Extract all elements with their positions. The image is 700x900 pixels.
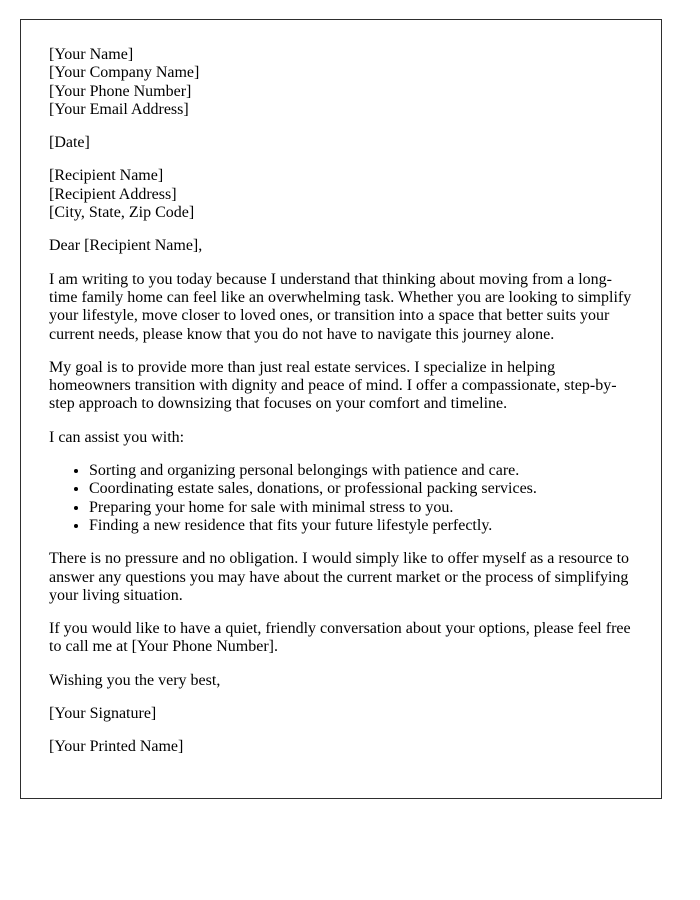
list-item-sorting: • Sorting and organizing personal belongings with patience and care.: [89, 462, 635, 480]
paragraph-intro: I am writing to you today because I understand that thinking about moving from a long-time family home can feel like an overwhelming task. Whether you are looking to simplify your lifestyle, move closer to loved ones, or transition into a space that better suits your current needs, please know that you do not have to navigate this journey alone.: [49, 270, 632, 343]
closing-line: Wishing you the very best,: [49, 671, 221, 689]
recipient-city-state-zip: [City, State, Zip Code]: [49, 204, 195, 222]
sender-email: [Your Email Address]: [49, 100, 189, 118]
sender-phone: [Your Phone Number]: [49, 82, 192, 100]
recipient-address: [Recipient Address]: [49, 185, 177, 203]
list-item-coordinating: • Coordinating estate sales, donations, or professional packing services.: [89, 480, 635, 498]
list-item-preparing: • Preparing your home for sale with minimal stress to you.: [89, 499, 635, 517]
sender-company: [Your Company Name]: [49, 64, 200, 82]
letter-frame: [20, 19, 662, 799]
paragraph-call-to-action: If you would like to have a quiet, friendly conversation about your options, please feel free to call me at [Your Phone Number].: [49, 620, 631, 656]
assistance-list: [49, 462, 635, 535]
salutation: Dear [Recipient Name],: [49, 237, 203, 255]
signature-line: [Your Signature]: [49, 705, 157, 723]
date-line: [Date]: [49, 134, 90, 152]
paragraph-no-pressure: There is no pressure and no obligation. I would simply like to offer myself as a resource to answer any questions you may have about the current market or the process of simplifying your living situation.: [49, 550, 630, 604]
paragraph-assist-intro: I can assist you with:: [49, 428, 185, 446]
sender-block: [49, 46, 635, 119]
recipient-name: [Recipient Name]: [49, 167, 164, 185]
recipient-block: [49, 167, 635, 222]
sender-name: [Your Name]: [49, 46, 134, 63]
list-item-finding: • Finding a new residence that fits your future lifestyle perfectly.: [89, 517, 635, 535]
paragraph-goal: My goal is to provide more than just real estate services. I specialize in helping homeowners transition with dignity and peace of mind. I offer a compassionate, step-by-step approach to downsizing that focuses on your comfort and timeline.: [49, 358, 617, 413]
printed-name-line: [Your Printed Name]: [49, 738, 184, 756]
